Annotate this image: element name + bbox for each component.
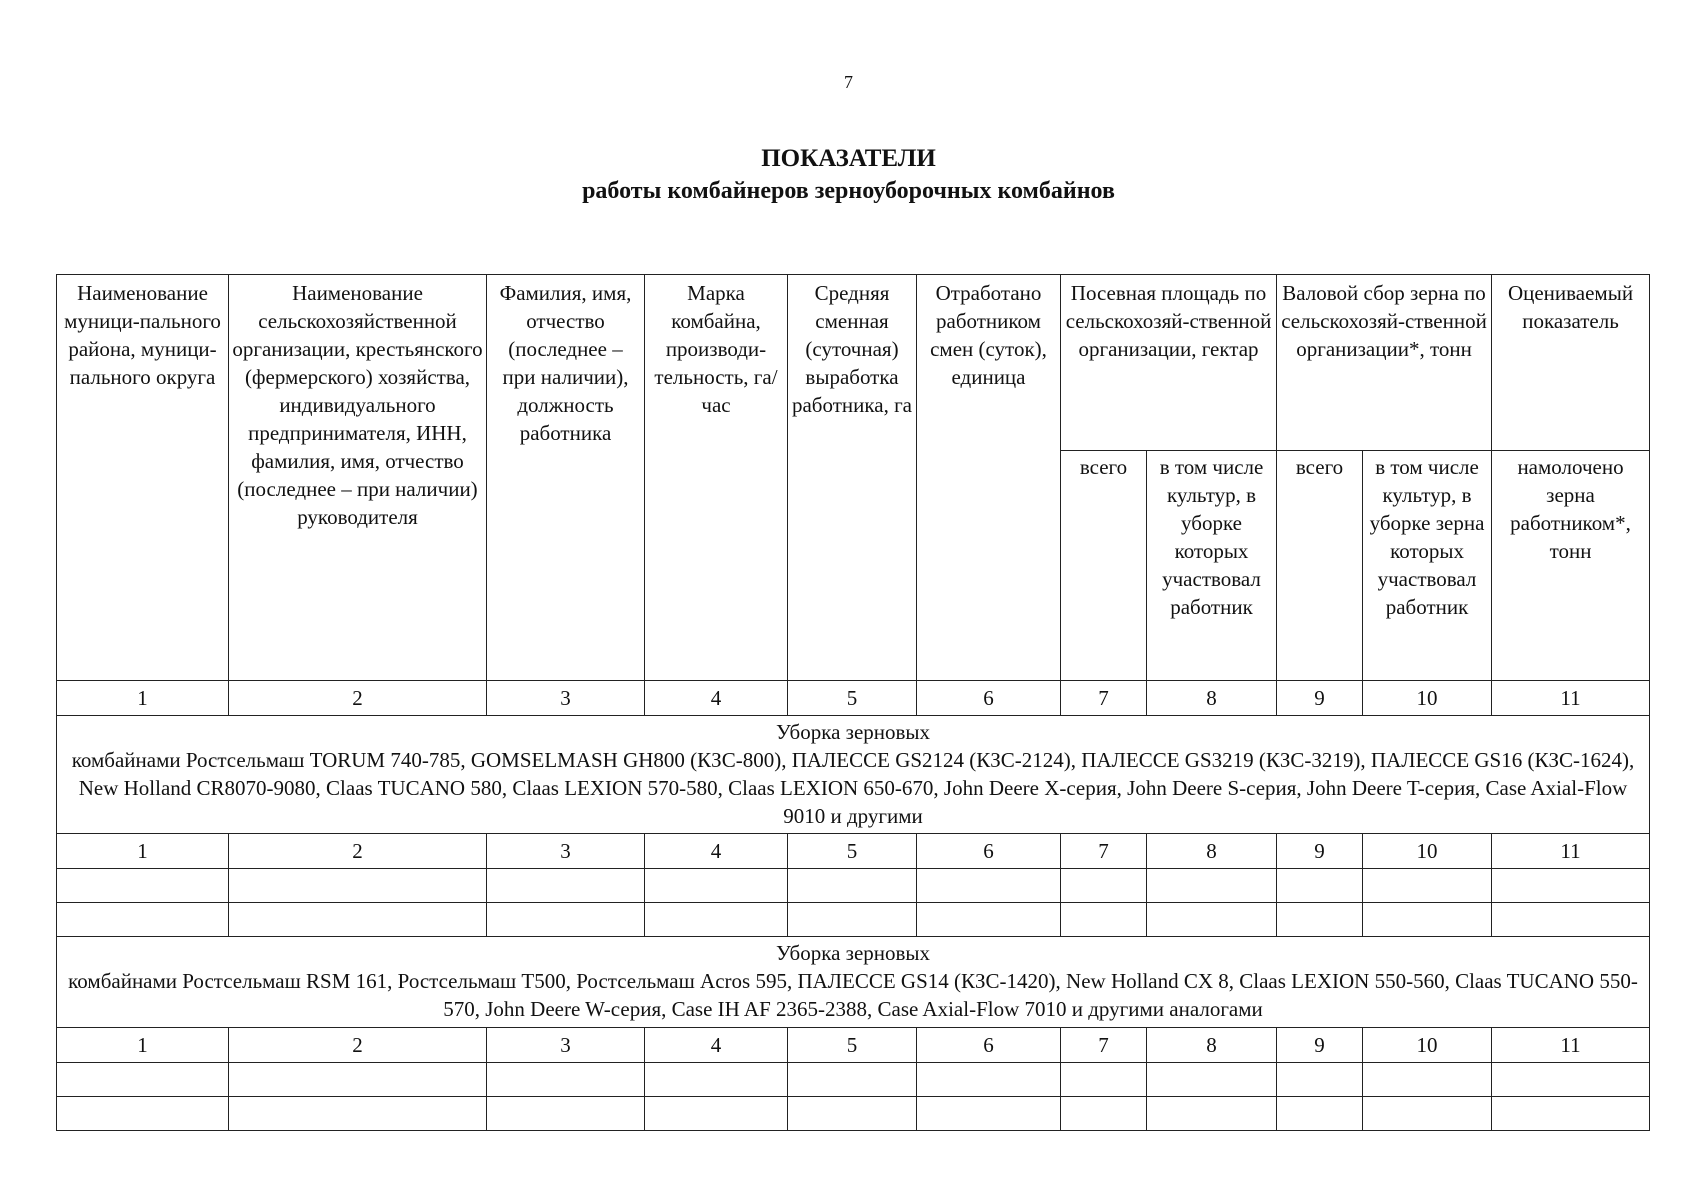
header-harvest-crops: в том числе культур, в уборке зерна которых участвовал работник <box>1363 451 1492 681</box>
column-number: 2 <box>229 1028 487 1063</box>
section-2-cell <box>57 937 1650 1028</box>
column-number: 10 <box>1363 681 1492 716</box>
empty-data-row <box>57 1097 1650 1131</box>
empty-cell[interactable] <box>487 903 645 937</box>
empty-cell[interactable] <box>229 1097 487 1131</box>
empty-cell[interactable] <box>1363 869 1492 903</box>
empty-cell[interactable] <box>1363 1063 1492 1097</box>
column-number: 2 <box>229 834 487 869</box>
column-number: 7 <box>1061 1028 1147 1063</box>
empty-cell[interactable] <box>917 869 1061 903</box>
empty-cell[interactable] <box>1492 869 1650 903</box>
header-area-crops: в том числе культур, в уборке которых участвовал работник <box>1147 451 1277 681</box>
column-number: 9 <box>1277 681 1363 716</box>
empty-cell[interactable] <box>1363 1097 1492 1131</box>
empty-cell[interactable] <box>788 869 917 903</box>
header-harvest-total: всего <box>1277 451 1363 681</box>
empty-cell[interactable] <box>1277 869 1363 903</box>
column-number: 4 <box>645 1028 788 1063</box>
column-number: 8 <box>1147 1028 1277 1063</box>
empty-data-row <box>57 903 1650 937</box>
column-number: 3 <box>487 1028 645 1063</box>
section-1-heading: Уборка зерновых <box>775 720 931 744</box>
header-organization: Наименование сельскохозяйственной организации, крестьянского (фермерского) хозяйства, индивидуального предпринимателя, ИНН, фамилия, имя, отчество (последнее – при наличии) руководителя <box>229 275 487 681</box>
empty-cell[interactable] <box>1147 1063 1277 1097</box>
empty-cell[interactable] <box>1363 903 1492 937</box>
empty-cell[interactable] <box>487 1063 645 1097</box>
column-number-row <box>57 681 1650 716</box>
empty-data-row <box>57 1063 1650 1097</box>
empty-cell[interactable] <box>1277 903 1363 937</box>
column-number: 3 <box>487 834 645 869</box>
title-block <box>0 143 1697 207</box>
column-number: 5 <box>788 834 917 869</box>
header-threshed-grain: намолочено зерна работником*, тонн <box>1492 451 1650 681</box>
empty-cell[interactable] <box>229 869 487 903</box>
empty-cell[interactable] <box>1277 1063 1363 1097</box>
empty-cell[interactable] <box>645 1097 788 1131</box>
empty-cell[interactable] <box>487 869 645 903</box>
column-number: 2 <box>229 681 487 716</box>
section-1-text: комбайнами Ростсельмаш TORUM 740-785, GOMSELMASH GH800 (КЗС-800), ПАЛЕССЕ GS2124 (КЗС-2124), ПАЛЕССЕ GS3219 (КЗС-3219), ПАЛЕССЕ GS16 (КЗС-1624), New Holland CR8070-9080, Claas TUCANO 580, Claas LEXION 570-580, Claas LEXION 650-670, John Deere X-серия, John Deere S-серия, John Deere T-серия, Case Axial-Flow 9010 и другими <box>71 748 1635 828</box>
empty-cell[interactable] <box>645 869 788 903</box>
empty-cell[interactable] <box>1061 1097 1147 1131</box>
section-row-2 <box>57 937 1650 1028</box>
document-title: ПОКАЗАТЕЛИ <box>761 145 936 172</box>
section-row-1 <box>57 716 1650 834</box>
section-2-heading: Уборка зерновых <box>775 941 931 965</box>
column-number: 1 <box>57 834 229 869</box>
empty-cell[interactable] <box>645 903 788 937</box>
empty-cell[interactable] <box>1492 1063 1650 1097</box>
header-gross-harvest-group: Валовой сбор зерна по сельскохозяй-ственной организации*, тонн <box>1277 275 1492 451</box>
document-subtitle: работы комбайнеров зерноуборочных комбайнов <box>582 178 1115 204</box>
column-number: 10 <box>1363 1028 1492 1063</box>
empty-cell[interactable] <box>917 1063 1061 1097</box>
column-number: 8 <box>1147 681 1277 716</box>
empty-cell[interactable] <box>57 869 229 903</box>
empty-cell[interactable] <box>1061 903 1147 937</box>
header-row-1 <box>57 275 1650 451</box>
column-number: 8 <box>1147 834 1277 869</box>
header-sown-area-group: Посевная площадь по сельскохозяй-ственной организации, гектар <box>1061 275 1277 451</box>
column-number-row <box>57 834 1650 869</box>
column-number: 11 <box>1492 1028 1650 1063</box>
header-evaluated-indicator: Оцениваемый показатель <box>1492 275 1650 451</box>
empty-cell[interactable] <box>1492 903 1650 937</box>
empty-cell[interactable] <box>1492 1097 1650 1131</box>
empty-cell[interactable] <box>1061 1063 1147 1097</box>
page-number: 7 <box>844 72 853 92</box>
empty-cell[interactable] <box>57 903 229 937</box>
empty-cell[interactable] <box>229 903 487 937</box>
empty-cell[interactable] <box>917 903 1061 937</box>
section-2-text: комбайнами Ростсельмаш RSM 161, Ростсельмаш T500, Ростсельмаш Acros 595, ПАЛЕССЕ GS14 (КЗС-1420), New Holland CX 8, Claas LEXION 550-560, Claas TUCANO 550-570, John Deere W-серия, Case IH AF 2365-2388, Case Axial-Flow 7010 и другими аналогами <box>68 969 1638 1021</box>
empty-cell[interactable] <box>788 903 917 937</box>
header-shifts-worked: Отработано работником смен (суток), единица <box>917 275 1061 681</box>
header-average-output: Средняя сменная (суточная) выработка работника, га <box>788 275 917 681</box>
column-number: 10 <box>1363 834 1492 869</box>
column-number: 7 <box>1061 834 1147 869</box>
empty-data-row <box>57 869 1650 903</box>
indicators-table <box>56 274 1650 1131</box>
empty-cell[interactable] <box>229 1063 487 1097</box>
empty-cell[interactable] <box>1147 1097 1277 1131</box>
column-number: 5 <box>788 681 917 716</box>
empty-cell[interactable] <box>487 1097 645 1131</box>
empty-cell[interactable] <box>788 1097 917 1131</box>
column-number: 5 <box>788 1028 917 1063</box>
empty-cell[interactable] <box>917 1097 1061 1131</box>
column-number: 3 <box>487 681 645 716</box>
column-number: 4 <box>645 681 788 716</box>
section-1-cell <box>57 716 1650 834</box>
empty-cell[interactable] <box>788 1063 917 1097</box>
column-number: 11 <box>1492 834 1650 869</box>
empty-cell[interactable] <box>1277 1097 1363 1131</box>
empty-cell[interactable] <box>1147 869 1277 903</box>
header-district: Наименование муници-пального района, муници-пального округа <box>57 275 229 681</box>
column-number: 6 <box>917 1028 1061 1063</box>
column-number: 6 <box>917 834 1061 869</box>
column-number: 6 <box>917 681 1061 716</box>
column-number-row <box>57 1028 1650 1063</box>
header-combine-brand: Марка комбайна, производи-тельность, га/час <box>645 275 788 681</box>
empty-cell[interactable] <box>1147 903 1277 937</box>
column-number: 9 <box>1277 1028 1363 1063</box>
column-number: 7 <box>1061 681 1147 716</box>
header-worker-name: Фамилия, имя, отчество (последнее – при наличии), должность работника <box>487 275 645 681</box>
column-number: 9 <box>1277 834 1363 869</box>
header-area-total: всего <box>1061 451 1147 681</box>
empty-cell[interactable] <box>57 1063 229 1097</box>
column-number: 4 <box>645 834 788 869</box>
column-number: 1 <box>57 1028 229 1063</box>
column-number: 1 <box>57 681 229 716</box>
empty-cell[interactable] <box>57 1097 229 1131</box>
column-number: 11 <box>1492 681 1650 716</box>
empty-cell[interactable] <box>645 1063 788 1097</box>
empty-cell[interactable] <box>1061 869 1147 903</box>
